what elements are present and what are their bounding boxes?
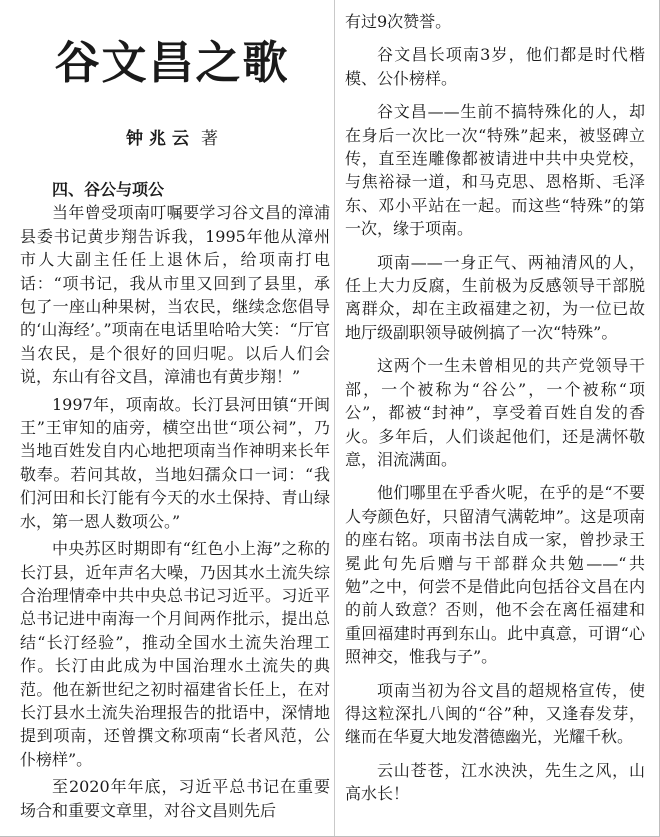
author-role: 著 — [201, 129, 218, 149]
column-divider — [334, 0, 335, 837]
paragraph: 项南——一身正气、两袖清风的人，任上大力反腐，生前极为反感领导干部脱离群众，却在主政福建之初，为一位已故地厅级副职领导破例搞了一次“特殊”。 — [345, 252, 645, 342]
paragraph: 中央苏区时期即有“红色小上海”之称的长汀县，近年声名大噪，乃因其水土流失综合治理情牵中共中央总书记习近平。习近平总书记进中南海一个月间两作批示，提出总结“长汀经验”，推动全国水土流失治理工作。长汀由此成为中国治理水土流失的典范。他在新世纪之初时福建省长任上，在对长汀县水土流失治理报告的批语中，深情地提到项南，还曾撰文称项南“长者风范，公仆榜样”。 — [20, 539, 330, 769]
paragraph: 他们哪里在乎香火呢，在乎的是“不要人夸颜色好，只留清气满乾坤”。这是项南的座右铭。项南书法自成一家，曾抄录王冕此句先后赠与干部群众共勉——“共勉”之中，何尝不是借此向包括谷文昌在内的前人致意？否则，他不会在离任福建和重回福建时再到东山。此中真意，可谓“心照神交，惟我与子”。 — [345, 483, 645, 667]
section-heading: 四、谷公与项公 — [52, 180, 165, 199]
paragraph: 1997年，项南故。长汀县河田镇“开闽王”王审知的庙旁，横空出世“项公祠”，乃当地百姓发自内心地把项南当作神明来长年敬奉。若问其故，当地妇孺众口一词：“我们河田和长汀能有今天的水土保持、青山绿水，第一恩人数项公。” — [20, 394, 330, 531]
left-column — [20, 178, 330, 822]
author-name: 钟兆云 — [126, 129, 195, 149]
right-column — [345, 10, 645, 806]
paragraph: 当年曾受项南叮嘱要学习谷文昌的漳浦县委书记黄步翔告诉我，1995年他从漳州市人大副主任任上退休后，给项南打电话：“项书记，我从市里又回到了县里，承包了一座山种果树，当农民，继续念您倡导的‘山海经’。”项南在电话里哈哈大笑：“厅官当农民，是个很好的回归呢。以后人们会说，东山有谷文昌，漳浦也有黄步翔！” — [20, 203, 330, 387]
paragraph: 这两个一生未曾相见的共产党领导干部，一个被称为“谷公”，一个被称“项公”，都被“封神”，享受着百姓自发的香火。多年后，人们谈起他们，还是满怀敬意，泪流满面。 — [345, 356, 645, 469]
paragraph: 至2020年年底，习近平总书记在重要场合和重要文章里，对谷文昌则先后 — [20, 777, 330, 820]
paragraph-continuation: 有过9次赞誉。 — [345, 12, 452, 31]
paragraph: 云山苍苍，江水泱泱，先生之风，山高水长！ — [345, 760, 645, 804]
article-title: 谷文昌之歌 — [54, 36, 290, 89]
paragraph: 项南当初为谷文昌的超规格宣传，使得这粒深扎八闽的“谷”种，又逢春发芽，继而在华夏大地发潜德幽光，光耀千秋。 — [345, 680, 645, 747]
paragraph: 谷文昌——生前不搞特殊化的人，却在身后一次比一次“特殊”起来，被竖碑立传，直至连雕像都被请进中共中央党校，与焦裕禄一道，和马克思、恩格斯、毛泽东、邓小平站在一起。而这些“特殊”的第一次，缘于项南。 — [345, 102, 645, 239]
byline — [22, 128, 322, 150]
paragraph: 谷文昌长项南3岁，他们都是时代楷模、公仆榜样。 — [345, 45, 645, 88]
